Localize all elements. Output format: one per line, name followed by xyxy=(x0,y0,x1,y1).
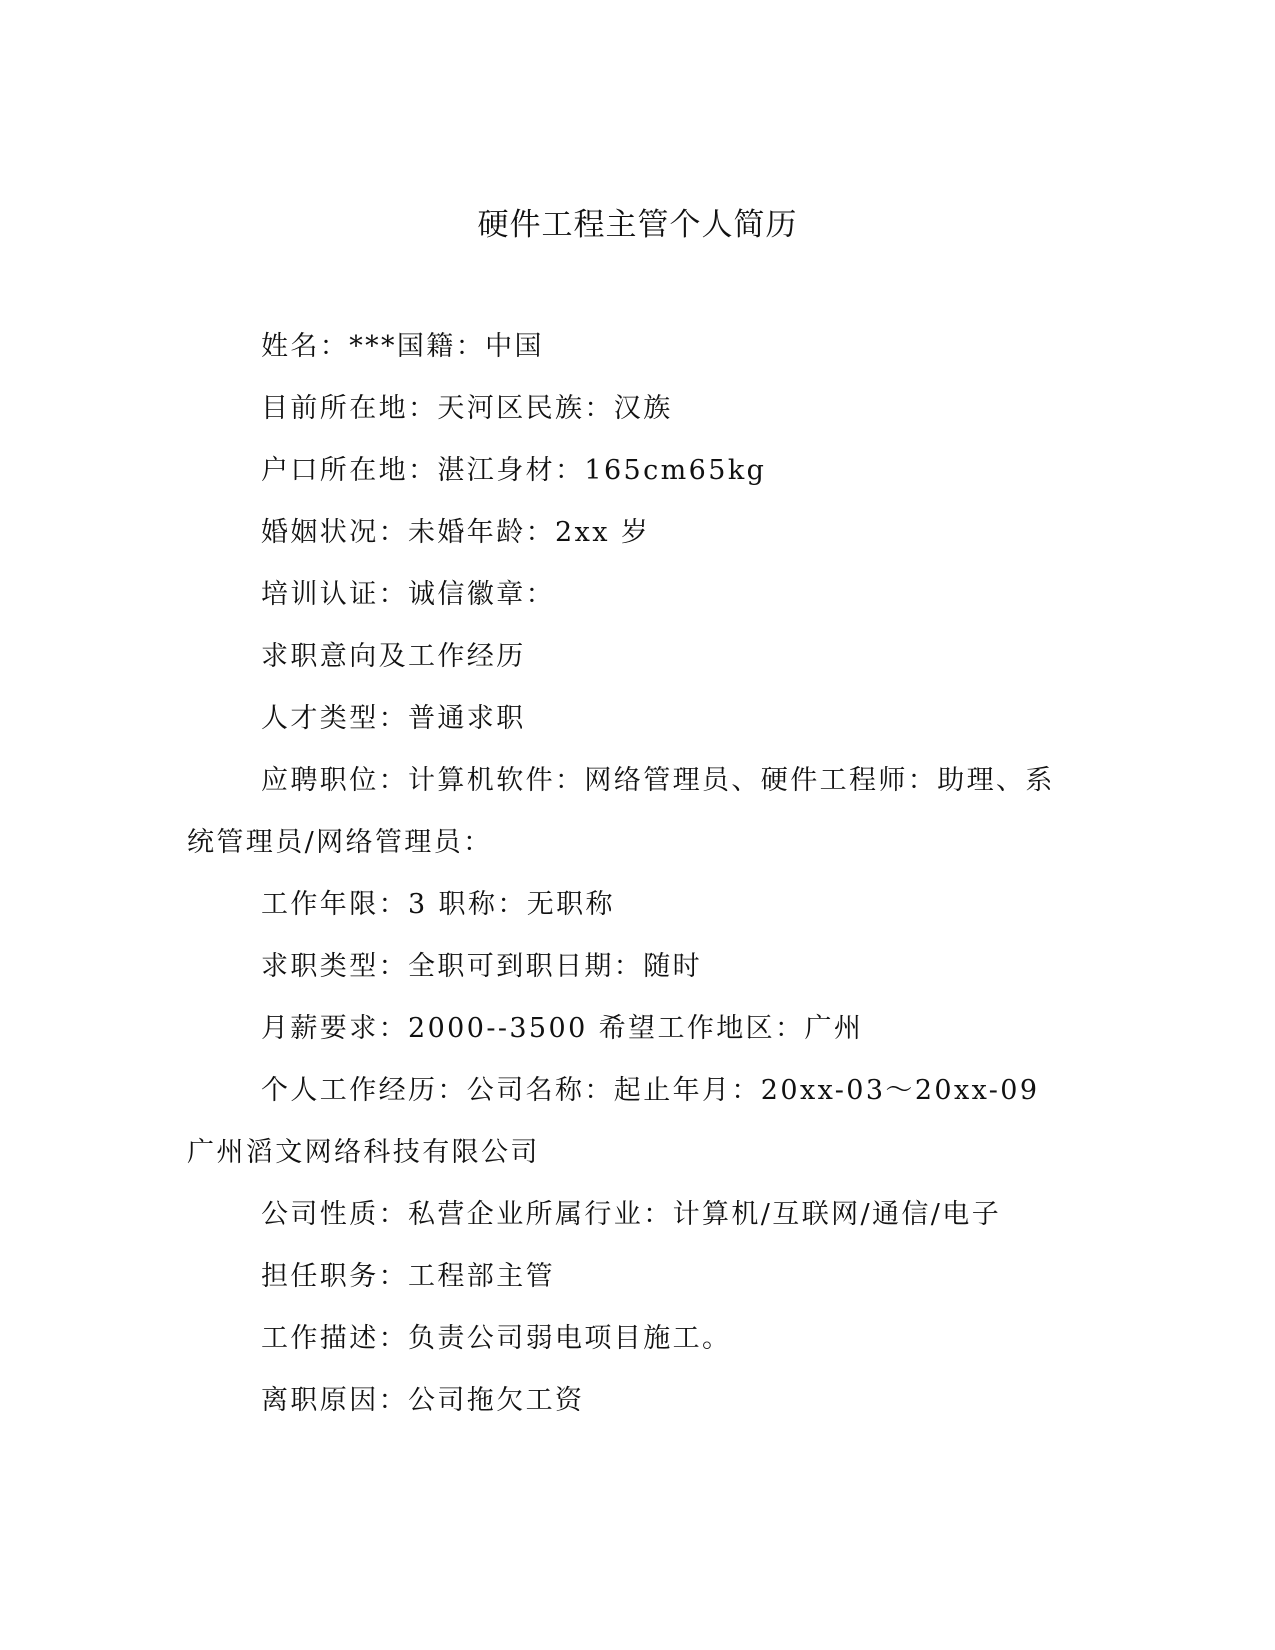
resume-body xyxy=(187,316,1062,1432)
name-nationality-line: 姓名：***国籍：中国 xyxy=(261,331,544,362)
salary-location-line: 月薪要求：2000--3500 希望工作地区：广州 xyxy=(261,1013,864,1044)
position-held-line: 担任职务：工程部主管 xyxy=(261,1261,555,1292)
leaving-reason-line: 离职原因：公司拖欠工资 xyxy=(261,1385,585,1416)
company-type-industry-line: 公司性质：私营企业所属行业：计算机/互联网/通信/电子 xyxy=(261,1199,1002,1230)
work-history-paragraph: 个人工作经历：公司名称：起止年月：20xx-03～20xx-09 广州滔文网络科技有限公司 xyxy=(187,1075,1040,1168)
certification-line: 培训认证：诚信徽章： xyxy=(261,579,555,610)
work-years-title-line: 工作年限：3 职称：无职称 xyxy=(261,889,615,920)
hukou-physique-line: 户口所在地：湛江身材：165cm65kg xyxy=(261,455,767,486)
location-ethnicity-line: 目前所在地：天河区民族：汉族 xyxy=(261,393,673,424)
talent-type-line: 人才类型：普通求职 xyxy=(261,703,526,734)
job-type-start-date-line: 求职类型：全职可到职日期：随时 xyxy=(261,951,702,982)
marital-age-line: 婚姻状况：未婚年龄：2xx 岁 xyxy=(261,517,651,548)
job-description-line: 工作描述：负责公司弱电项目施工。 xyxy=(261,1323,732,1354)
section-heading-job-intent: 求职意向及工作经历 xyxy=(261,641,526,672)
document-title: 硬件工程主管个人简历 xyxy=(477,207,798,243)
applied-position-paragraph: 应聘职位：计算机软件：网络管理员、硬件工程师：助理、系统管理员/网络管理员： xyxy=(187,765,1055,858)
